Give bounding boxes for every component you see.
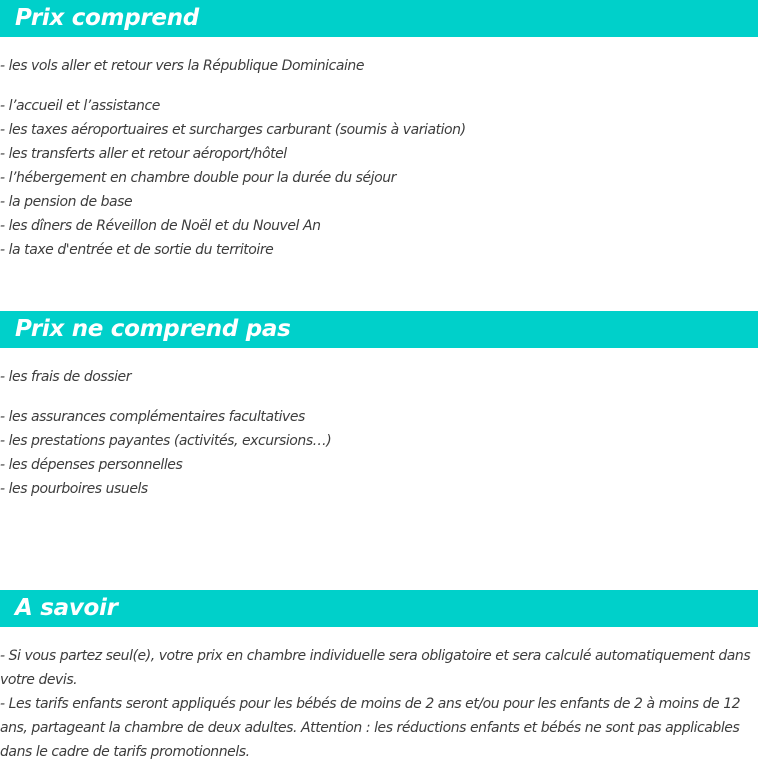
section-title: A savoir — [15, 595, 118, 621]
excluded-list — [0, 365, 758, 501]
info-paragraph: - Si vous partez seul(e), votre prix en chambre individuelle sera obligatoire et sera calculé automatiquement dans votre devis. — [0, 648, 751, 688]
list-item: - les vols aller et retour vers la République Dominicaine — [0, 58, 365, 74]
list-item: - les frais de dossier — [0, 369, 131, 385]
section-header-prix-comprend — [0, 0, 758, 37]
included-list — [0, 54, 758, 262]
list-item: - les pourboires usuels — [0, 481, 148, 497]
list-item: - les assurances complémentaires facultatives — [0, 409, 305, 425]
list-item: - la pension de base — [0, 194, 133, 210]
list-item: - les taxes aéroportuaires et surcharges carburant (soumis à variation) — [0, 122, 466, 138]
info-paragraph: - Les tarifs enfants seront appliqués pour les bébés de moins de 2 ans et/ou pour les enfants de 2 à moins de 12 ans, partageant la chambre de deux adultes. Attention : les réductions enfants et bébés ne sont pas applicables dans le cadre de tarifs promotionnels. — [0, 696, 741, 760]
list-item: - l’hébergement en chambre double pour la durée du séjour — [0, 170, 396, 186]
list-item: - les prestations payantes (activités, excursions…) — [0, 433, 332, 449]
section-header-prix-ne-comprend-pas — [0, 311, 758, 348]
list-item: - les transferts aller et retour aéroport/hôtel — [0, 146, 287, 162]
list-item: - la taxe d'entrée et de sortie du territoire — [0, 242, 274, 258]
list-item: - l’accueil et l’assistance — [0, 98, 160, 114]
section-header-a-savoir — [0, 590, 758, 627]
list-item: - les dîners de Réveillon de Noël et du Nouvel An — [0, 218, 321, 234]
list-item: - les dépenses personnelles — [0, 457, 183, 473]
section-title: Prix comprend — [15, 5, 199, 31]
section-title: Prix ne comprend pas — [15, 316, 291, 342]
